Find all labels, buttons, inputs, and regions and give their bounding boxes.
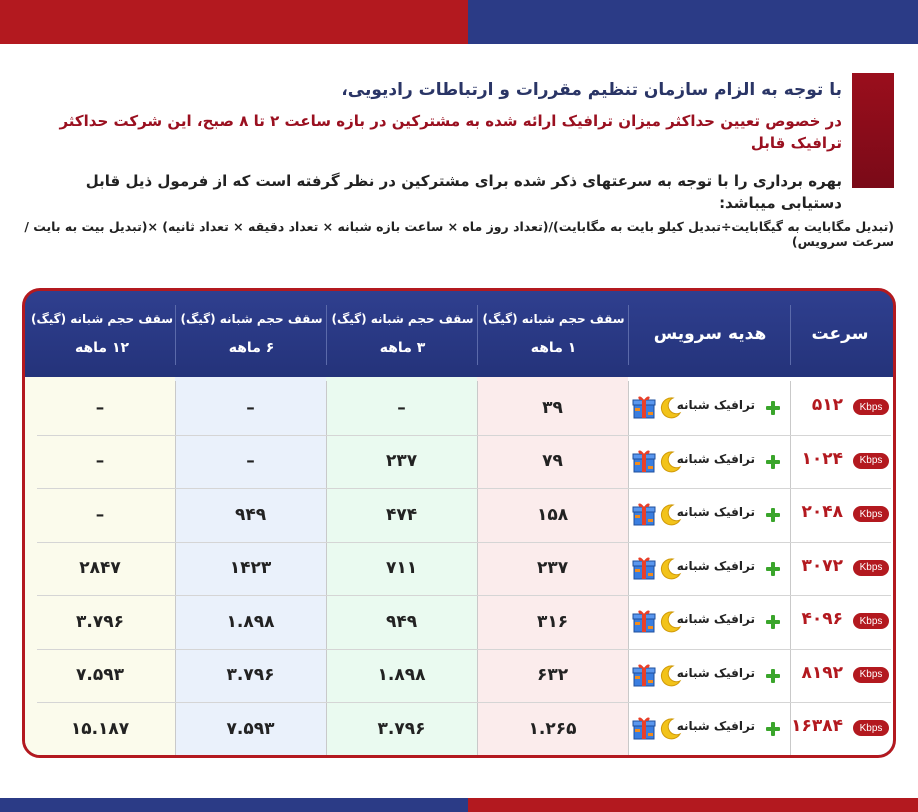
cell-1-month: ۳۱۶ xyxy=(536,611,569,632)
speed-value: ۴۰۹۶ xyxy=(801,609,843,629)
cell-3-month: ۷۱۱ xyxy=(385,558,418,578)
formula-text: (تبدیل مگابایت به گیگابایت÷تبدیل کیلو بایت به مگابایت)/(تعداد روز ماه × ساعت بازه شبانه × تعداد دقیقه × تعداد ثانیه) ×(تبدیل بیت به بایت / سرعت سرویس) xyxy=(24,219,894,249)
cell-3-month: ۲۳۷ xyxy=(385,451,418,471)
table-row xyxy=(25,488,893,541)
gift-icon xyxy=(632,448,656,474)
moon-icon xyxy=(658,717,682,741)
gift-label: ترافیک شبانه xyxy=(676,612,755,626)
kbps-badge: Kbps xyxy=(853,506,889,522)
plus-icon xyxy=(766,508,780,522)
cell-1-month: ۱.۲۶۵ xyxy=(528,718,577,739)
table-row xyxy=(25,649,893,702)
cell-3-month: – xyxy=(397,397,406,418)
moon-icon xyxy=(658,557,682,581)
kbps-badge: Kbps xyxy=(853,399,889,415)
table-body xyxy=(25,377,893,755)
cell-6-month: ۳.۷۹۶ xyxy=(226,665,275,685)
moon-icon xyxy=(658,450,682,474)
intro-accent-block xyxy=(852,73,894,188)
gift-label: ترافیک شبانه xyxy=(676,398,755,412)
plus-icon xyxy=(766,401,780,415)
bottom-banner xyxy=(0,798,918,812)
cell-12-month: ۳.۷۹۶ xyxy=(76,611,124,632)
moon-icon xyxy=(658,503,682,527)
speed-value: ۳۰۷۲ xyxy=(801,555,843,576)
table-row xyxy=(25,542,893,595)
cell-6-month: ۱.۸۹۸ xyxy=(226,611,275,632)
kbps-badge: Kbps xyxy=(853,720,889,736)
plus-icon xyxy=(766,615,780,629)
gift-label: ترافیک شبانه xyxy=(676,451,755,466)
cell-3-month: ۱.۸۹۸ xyxy=(377,665,426,685)
intro-section xyxy=(22,76,842,214)
header-gift: هدیه سرویس xyxy=(653,324,767,344)
header-separator xyxy=(326,305,327,365)
cell-12-month: – xyxy=(95,451,105,471)
header-separator xyxy=(790,305,791,365)
cell-6-month: – xyxy=(246,397,255,418)
header-speed: سرعت xyxy=(811,324,869,344)
cell-6-month: ۹۴۹ xyxy=(234,504,267,525)
cell-3-month: ۴۷۴ xyxy=(385,504,418,525)
gift-icon xyxy=(632,555,656,581)
moon-icon xyxy=(658,610,682,634)
cell-12-month: – xyxy=(95,504,105,525)
gift-icon xyxy=(632,662,656,688)
cell-1-month: ۳۹ xyxy=(542,397,563,418)
cell-3-month: ۹۴۹ xyxy=(385,611,418,632)
kbps-badge: Kbps xyxy=(853,453,889,469)
gift-label: ترافیک شبانه xyxy=(676,558,755,573)
top-banner-blue xyxy=(468,0,918,44)
kbps-badge: Kbps xyxy=(853,560,889,576)
plus-icon xyxy=(766,669,780,683)
bottom-banner-red xyxy=(468,798,918,812)
table-row xyxy=(25,702,893,755)
kbps-badge: Kbps xyxy=(853,613,889,629)
cell-12-month: ۷.۵۹۳ xyxy=(76,665,124,685)
moon-icon xyxy=(658,396,682,420)
header-separator xyxy=(628,305,629,365)
traffic-table xyxy=(22,288,896,758)
header-separator xyxy=(175,305,176,365)
top-banner-red xyxy=(0,0,468,44)
gift-label: ترافیک شبانه xyxy=(676,719,755,733)
intro-line-1: در خصوص تعیین حداکثر میزان ترافیک ارائه شده به مشترکین در بازه ساعت ۲ تا ۸ صبح، این شرکت حداکثر ترافیک قابل xyxy=(59,112,842,152)
plus-icon xyxy=(766,455,780,469)
cell-1-month: ۷۹ xyxy=(542,451,563,471)
speed-value: ۸۱۹۲ xyxy=(801,662,843,683)
cell-1-month: ۶۳۲ xyxy=(536,665,569,685)
plus-icon xyxy=(766,562,780,576)
table-row xyxy=(25,381,893,434)
gift-icon xyxy=(632,394,656,420)
cell-6-month: ۷.۵۹۳ xyxy=(226,718,275,739)
header-6-month: سقف حجم شبانه (گیگ) ۶ ماهه xyxy=(180,312,323,356)
speed-value: ۱۶۳۸۴ xyxy=(791,716,843,736)
speed-value: ۵۱۲ xyxy=(811,395,843,415)
cell-12-month: ۱۵.۱۸۷ xyxy=(70,718,130,739)
bottom-banner-blue xyxy=(0,798,468,812)
gift-icon xyxy=(632,608,656,634)
gift-icon xyxy=(632,715,656,741)
speed-value: ۲۰۴۸ xyxy=(801,502,843,522)
top-banner xyxy=(0,0,918,44)
cell-6-month: ۱۴۲۳ xyxy=(229,558,272,578)
gift-label: ترافیک شبانه xyxy=(676,665,755,680)
intro-title: با توجه به الزام سازمان تنظیم مقررات و ارتباطات رادیویی، xyxy=(341,80,842,100)
table-row xyxy=(25,595,893,648)
cell-1-month: ۲۳۷ xyxy=(536,558,569,578)
header-separator xyxy=(477,305,478,365)
header-12-month: سقف حجم شبانه (گیگ) ۱۲ ماهه xyxy=(30,312,174,356)
plus-icon xyxy=(766,722,780,736)
table-header xyxy=(25,291,893,377)
cell-1-month: ۱۵۸ xyxy=(536,504,569,525)
cell-6-month: – xyxy=(246,451,255,471)
header-1-month: سقف حجم شبانه (گیگ) ۱ ماهه xyxy=(482,312,625,356)
cell-3-month: ۳.۷۹۶ xyxy=(377,718,426,739)
intro-line-2: بهره برداری را با توجه به سرعتهای ذکر شده برای مشترکین در نظر گرفته است که از فرمول ذیل قابل دستیابی میباشد: xyxy=(85,172,842,212)
table-row xyxy=(25,435,893,488)
speed-value: ۱۰۲۴ xyxy=(801,448,843,469)
cell-12-month: – xyxy=(95,397,105,418)
gift-icon xyxy=(632,501,656,527)
gift-label: ترافیک شبانه xyxy=(676,505,755,519)
header-3-month: سقف حجم شبانه (گیگ) ۳ ماهه xyxy=(331,312,474,356)
kbps-badge: Kbps xyxy=(853,667,889,683)
cell-12-month: ۲۸۴۷ xyxy=(79,558,121,578)
moon-icon xyxy=(658,664,682,688)
